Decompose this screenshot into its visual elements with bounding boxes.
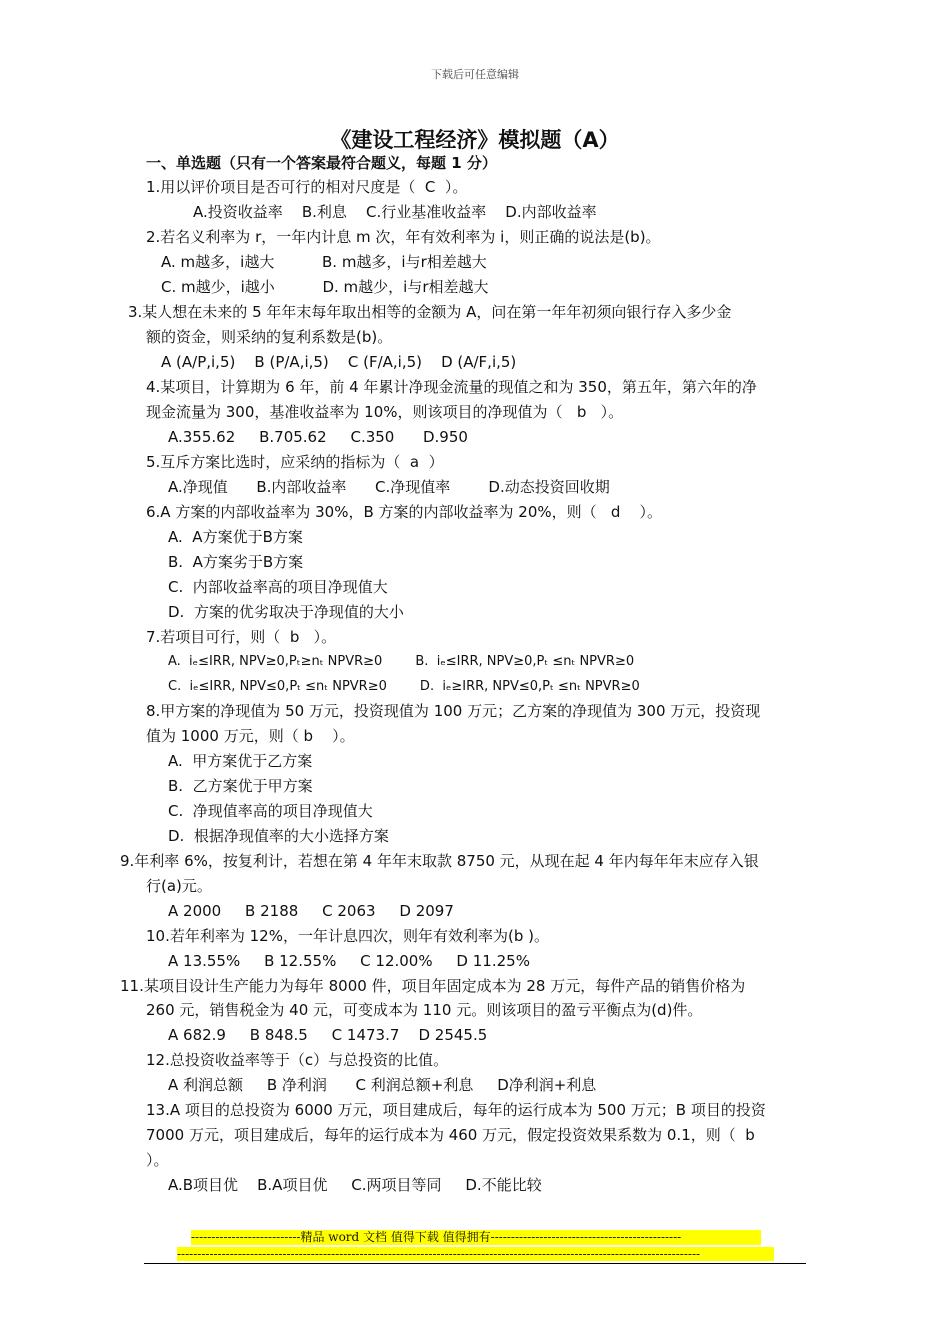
option-line: A 2000 B 2188 C 2063 D 2097 [168, 902, 454, 920]
option-line: C. 内部收益率高的项目净现值大 [168, 578, 388, 596]
question-line: 值为 1000 万元，则（ b ）。 [146, 727, 355, 745]
option-line: A 13.55% B 12.55% C 12.00% D 11.25% [168, 952, 530, 970]
option-line: A.净现值 B.内部收益率 C.净现值率 D.动态投资回收期 [168, 478, 610, 496]
option-line: A. 甲方案优于乙方案 [168, 752, 313, 770]
option-line: A 682.9 B 848.5 C 1473.7 D 2545.5 [168, 1026, 488, 1044]
option-line: D. 根据净现值率的大小选择方案 [168, 827, 389, 845]
option-line: A.B项目优 B.A项目优 C.两项目等同 D.不能比较 [168, 1176, 542, 1194]
option-line: A.355.62 B.705.62 C.350 D.950 [168, 428, 468, 446]
question-line: 7.若项目可行，则（ b ）。 [146, 628, 337, 646]
question-line: 6.A 方案的内部收益率为 30%，B 方案的内部收益率为 20%，则（ d ）。 [146, 503, 663, 521]
footer-banner-1: ---------------------------精品 word 文档 值得下载 值得拥有----------------------------------------------- [191, 1230, 761, 1245]
footer-banner-2: --------------------------------------------------------------------------------------------------------------------------------- [177, 1247, 774, 1261]
question-line: 7000 万元，项目建成后，每年的运行成本为 460 万元，假定投资效果系数为 0.1，则（ b [146, 1126, 755, 1144]
question-line: 10.若年利率为 12%，一年计息四次，则年有效利率为(b )。 [146, 927, 549, 945]
question-line: 额的资金，则采纳的复利系数是(b)。 [146, 328, 393, 346]
question-line: 1.用以评价项目是否可行的相对尺度是（ C ）。 [146, 178, 468, 196]
question-line: 5.互斥方案比选时，应采纳的指标为（ a ） [146, 453, 444, 471]
option-line: A 利润总额 B 净利润 C 利润总额+利息 D净利润+利息 [168, 1076, 597, 1094]
document-title: 《建设工程经济》模拟题（A） [330, 128, 620, 152]
page-header-note: 下载后可任意编辑 [431, 68, 519, 81]
option-line: A. A方案优于B方案 [168, 528, 303, 546]
question-line: 行(a)元。 [146, 877, 212, 895]
question-line: 8.甲方案的净现值为 50 万元，投资现值为 100 万元；乙方案的净现值为 300 万元，投资现 [146, 702, 761, 720]
option-line: B. 乙方案优于甲方案 [168, 777, 313, 795]
section-heading: 一、单选题（只有一个答案最符合题义，每题 1 分） [146, 154, 497, 172]
question-line: 现金流量为 300，基准收益率为 10%，则该项目的净现值为（ b ）。 [146, 403, 624, 421]
footer-rule [144, 1263, 806, 1264]
option-line: C. 净现值率高的项目净现值大 [168, 802, 373, 820]
option-line: A. iₑ≤IRR, NPV≥0,Pₜ≥nₜ NPVR≥0 B. iₑ≤IRR, NPV≥0,Pₜ ≤nₜ NPVR≥0 [168, 654, 635, 669]
question-line: 260 元，销售税金为 40 元，可变成本为 110 元。则该项目的盈亏平衡点为(d)件。 [146, 1001, 703, 1019]
option-line: A. m越多，i越大 B. m越多，i与r相差越大 [161, 253, 487, 271]
option-line: C. m越少，i越小 D. m越少，i与r相差越大 [161, 278, 489, 296]
option-line: C. iₑ≤IRR, NPV≤0,Pₜ ≤nₜ NPVR≥0 D. iₑ≥IRR, NPV≤0,Pₜ ≤nₜ NPVR≥0 [168, 679, 640, 694]
question-line: 9.年利率 6%，按复利计，若想在第 4 年年末取款 8750 元，从现在起 4 年内每年年末应存入银 [120, 852, 759, 870]
option-line: D. 方案的优劣取决于净现值的大小 [168, 603, 404, 621]
option-line: B. A方案劣于B方案 [168, 553, 304, 571]
question-line: ）。 [146, 1151, 169, 1169]
option-line: A (A/P,i,5) B (P/A,i,5) C (F/A,i,5) D (A/F,i,5) [161, 353, 517, 371]
question-line: 2.若名义利率为 r，一年内计息 m 次，年有效利率为 i，则正确的说法是(b)。 [146, 228, 661, 246]
question-line: 12.总投资收益率等于（c）与总投资的比值。 [146, 1051, 449, 1069]
option-line: A.投资收益率 B.利息 C.行业基准收益率 D.内部收益率 [193, 203, 597, 221]
question-line: 3.某人想在未来的 5 年年末每年取出相等的金额为 A，问在第一年年初须向银行存入多少金 [128, 303, 732, 321]
question-line: 11.某项目设计生产能力为每年 8000 件，项目年固定成本为 28 万元，每件产品的销售价格为 [120, 977, 746, 995]
question-line: 13.A 项目的总投资为 6000 万元，项目建成后，每年的运行成本为 500 万元；B 项目的投资 [146, 1101, 766, 1119]
question-line: 4.某项目，计算期为 6 年，前 4 年累计净现金流量的现值之和为 350，第五年，第六年的净 [146, 378, 757, 396]
